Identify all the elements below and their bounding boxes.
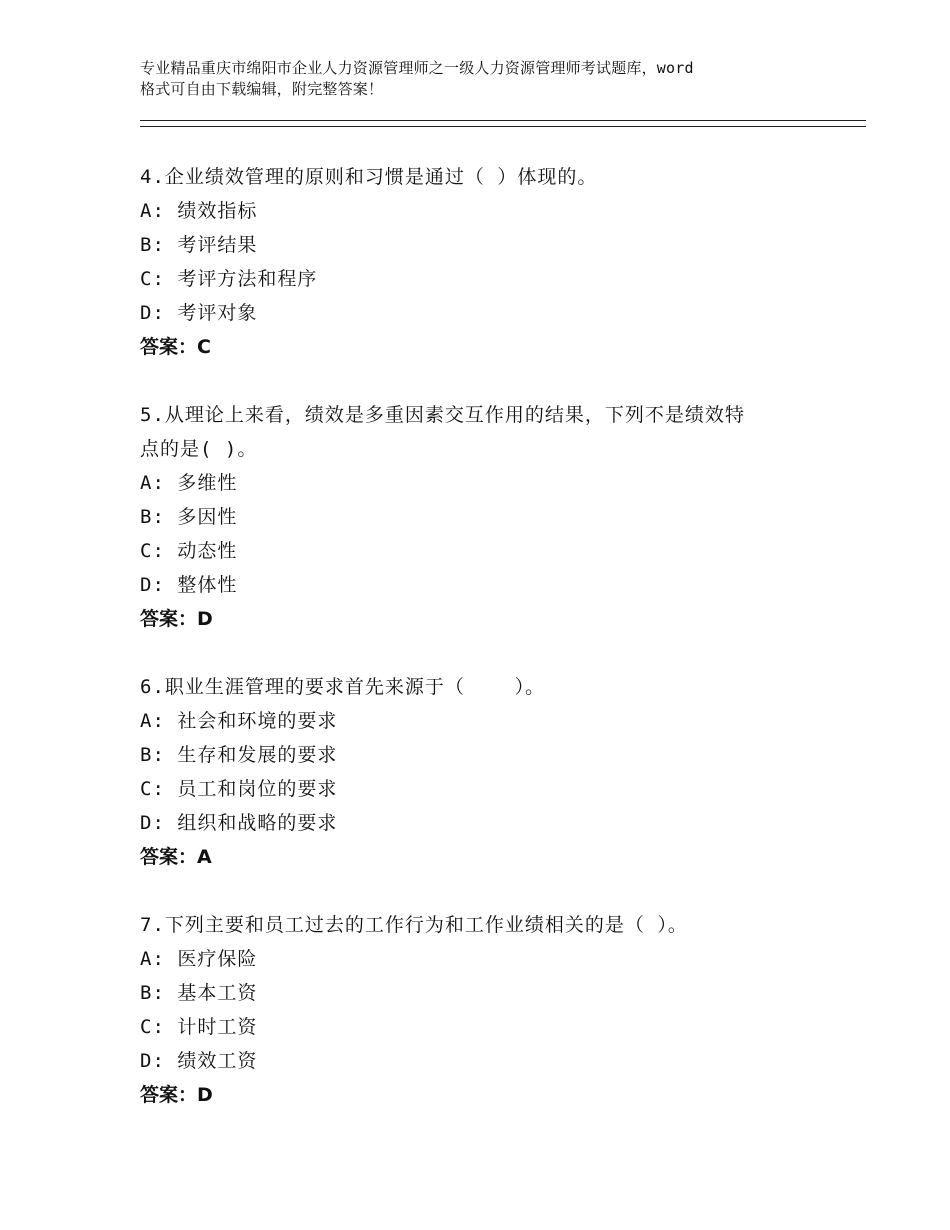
option-c: C: 考评方法和程序 bbox=[140, 268, 318, 290]
answer-label: 答案：D bbox=[140, 608, 213, 630]
option-d: D: 考评对象 bbox=[140, 302, 258, 324]
question-stem: 7.下列主要和员工过去的工作行为和工作业绩相关的是（ ）。 bbox=[140, 914, 688, 936]
option-b: B: 考评结果 bbox=[140, 234, 258, 256]
question-list bbox=[140, 160, 820, 1146]
question-7 bbox=[140, 908, 820, 1112]
answer-label: 答案：A bbox=[140, 846, 212, 868]
answer-label: 答案：C bbox=[140, 336, 211, 358]
question-4 bbox=[140, 160, 820, 364]
question-5 bbox=[140, 398, 820, 636]
option-a: A: 社会和环境的要求 bbox=[140, 710, 338, 732]
document-header bbox=[140, 58, 840, 100]
option-c: C: 计时工资 bbox=[140, 1016, 258, 1038]
answer-label: 答案：D bbox=[140, 1084, 213, 1106]
header-divider bbox=[140, 120, 866, 127]
question-stem: 6.职业生涯管理的要求首先来源于（ ）。 bbox=[140, 676, 546, 698]
option-c: C: 动态性 bbox=[140, 540, 238, 562]
option-d: D: 整体性 bbox=[140, 574, 238, 596]
option-a: A: 医疗保险 bbox=[140, 948, 258, 970]
question-stem-line-2: 点的是( )。 bbox=[140, 438, 258, 460]
option-c: C: 员工和岗位的要求 bbox=[140, 778, 338, 800]
option-b: B: 多因性 bbox=[140, 506, 238, 528]
question-stem: 4.企业绩效管理的原则和习惯是通过（ ）体现的。 bbox=[140, 166, 598, 188]
header-line-2: 格式可自由下载编辑，附完整答案！ bbox=[140, 80, 384, 98]
option-d: D: 绩效工资 bbox=[140, 1050, 258, 1072]
question-stem-line-1: 5.从理论上来看，绩效是多重因素交互作用的结果，下列不是绩效特 bbox=[140, 404, 745, 426]
option-b: B: 基本工资 bbox=[140, 982, 258, 1004]
option-d: D: 组织和战略的要求 bbox=[140, 812, 338, 834]
option-a: A: 多维性 bbox=[140, 472, 238, 494]
question-6 bbox=[140, 670, 820, 874]
option-b: B: 生存和发展的要求 bbox=[140, 744, 338, 766]
header-line-1: 专业精品重庆市绵阳市企业人力资源管理师之一级人力资源管理师考试题库，word bbox=[140, 59, 694, 77]
option-a: A: 绩效指标 bbox=[140, 200, 258, 222]
